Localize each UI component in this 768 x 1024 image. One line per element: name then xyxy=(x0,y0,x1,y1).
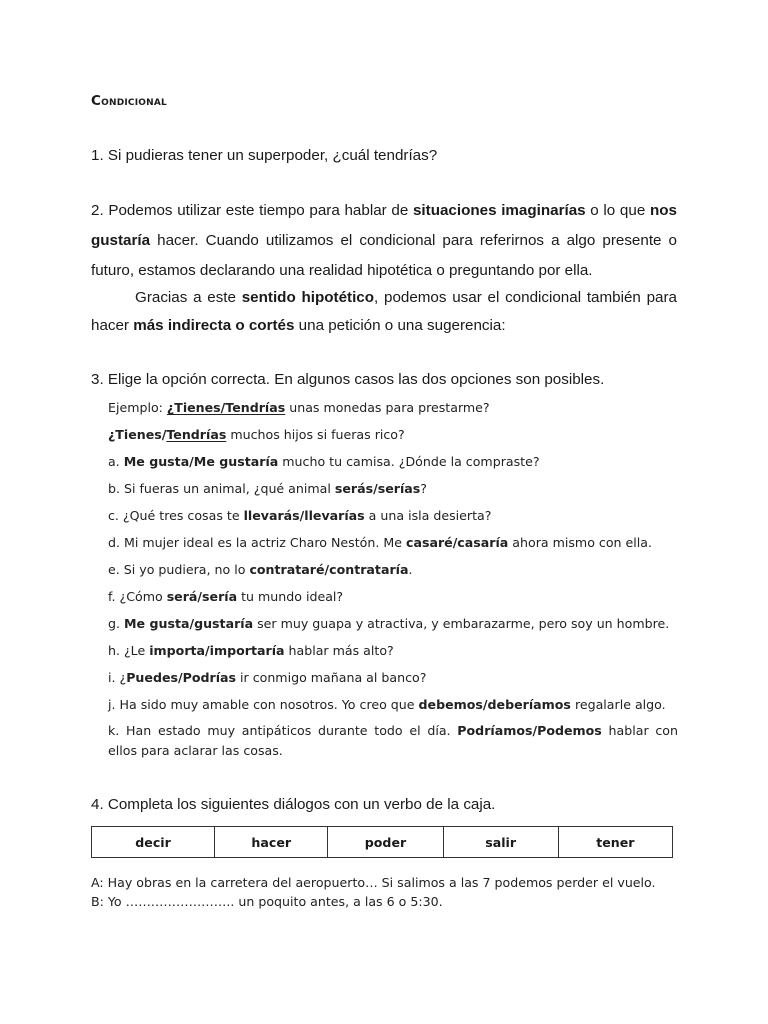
item-text: f. ¿Cómo xyxy=(108,589,167,604)
item-text: regalarle algo. xyxy=(570,697,666,712)
q2-bold-nos-gustaria: nos gustaría xyxy=(91,202,677,249)
item-text: ser muy guapa y atractiva, y embarazarme, pero soy un hombre. xyxy=(253,616,670,631)
item-text: ? xyxy=(420,481,427,496)
q2-text: 2. Podemos utilizar este tiempo para hablar de xyxy=(91,202,413,219)
item-text: . xyxy=(408,562,413,577)
example-label: Ejemplo: xyxy=(108,400,167,415)
verb-cell: poder xyxy=(328,827,443,858)
question-2 xyxy=(91,196,677,286)
q2-bold-cortes: más indirecta o cortés xyxy=(133,317,295,334)
question-2-paragraph-2 xyxy=(91,284,677,340)
exercise-item-j xyxy=(108,691,678,718)
q2-p2-text: una petición o una sugerencia: xyxy=(294,317,506,334)
exercise-item-c xyxy=(108,502,678,529)
item-options: Me gusta/gustaría xyxy=(124,616,254,631)
verb-box xyxy=(91,826,673,858)
q2-bold-situaciones: situaciones imaginarías xyxy=(412,202,586,219)
item-text: k. Han estado muy antipáticos durante todo el día. xyxy=(108,723,458,738)
item-text: g. xyxy=(108,616,125,631)
exercise-item-h xyxy=(108,637,678,664)
question-4-heading: 4. Completa los siguientes diálogos con un verbo de la caja. xyxy=(91,796,496,813)
verb-cell: hacer xyxy=(215,827,328,858)
exercise-example xyxy=(108,394,678,421)
exercise-item-e xyxy=(108,556,678,583)
exercise-item-b xyxy=(108,475,678,502)
question-1: 1. Si pudieras tener un superpoder, ¿cuál tendrías? xyxy=(91,147,438,164)
item-text: mucho tu camisa. ¿Dónde la compraste? xyxy=(278,454,540,469)
item-text: c. ¿Qué tres cosas te xyxy=(108,508,244,523)
example-text: unas monedas para prestarme? xyxy=(285,400,490,415)
verb-cell: salir xyxy=(443,827,558,858)
exercise-item-a xyxy=(108,448,678,475)
exercise-list xyxy=(108,394,678,761)
q2-text: hacer. Cuando utilizamos el condicional para referirnos a algo presente o futuro, estamos declarando una realidad hipotética o preguntando por ella. xyxy=(91,232,677,279)
exercise-item-d xyxy=(108,529,678,556)
item-text: d. Mi mujer ideal es la actriz Charo Nestón. Me xyxy=(108,535,406,550)
item-options: llevarás/llevarías xyxy=(243,508,365,523)
q2-bold-sentido: sentido hipotético xyxy=(241,289,375,306)
verb-cell: decir xyxy=(92,827,215,858)
q2-text: o lo que xyxy=(585,202,650,219)
exercise-example-2 xyxy=(108,421,678,448)
item-options: serás/serías xyxy=(334,481,421,496)
q2-p2-text: , podemos usar el condicional también para hacer xyxy=(91,289,677,334)
item-text: a. xyxy=(108,454,124,469)
item-text: b. Si fueras un animal, ¿qué animal xyxy=(108,481,335,496)
question-3-heading: 3. Elige la opción correcta. En algunos casos las dos opciones son posibles. xyxy=(91,371,605,388)
item-options: debemos/deberíamos xyxy=(418,697,571,712)
example2-option: ¿Tienes/ xyxy=(108,427,167,442)
example2-text: muchos hijos si fueras rico? xyxy=(226,427,405,442)
item-text: ahora mismo con ella. xyxy=(508,535,652,550)
item-text: i. ¿ xyxy=(108,670,127,685)
exercise-item-i xyxy=(108,664,678,691)
item-options: Podríamos/Podemos xyxy=(457,723,602,738)
exercise-item-k xyxy=(108,721,678,761)
item-options: Puedes/Podrías xyxy=(126,670,237,685)
item-text: hablar con ellos para aclarar las cosas. xyxy=(108,723,678,758)
item-options: contrataré/contrataría xyxy=(249,562,409,577)
item-text: h. ¿Le xyxy=(108,643,150,658)
item-text: hablar más alto? xyxy=(284,643,394,658)
item-text: j. Ha sido muy amable con nosotros. Yo creo que xyxy=(108,697,419,712)
example2-answer: Tendrías xyxy=(166,427,227,442)
page-title: Condicional xyxy=(91,93,167,109)
dialogue-line-a: A: Hay obras en la carretera del aeropuerto… Si salimos a las 7 podemos perder el vuelo. xyxy=(91,875,656,890)
item-options: Me gusta/Me gustaría xyxy=(123,454,279,469)
q2-p2-text: Gracias a este xyxy=(135,289,242,306)
dialogue-line-b: B: Yo …………………….. un poquito antes, a las 6 o 5:30. xyxy=(91,894,443,909)
verb-cell: tener xyxy=(558,827,672,858)
item-text: ir conmigo mañana al banco? xyxy=(236,670,427,685)
item-text: tu mundo ideal? xyxy=(237,589,344,604)
item-options: importa/importaría xyxy=(149,643,285,658)
item-text: a una isla desierta? xyxy=(364,508,492,523)
exercise-item-f xyxy=(108,583,678,610)
example-answer: ¿Tienes/Tendrías xyxy=(166,400,286,415)
exercise-item-g xyxy=(108,610,678,637)
item-text: e. Si yo pudiera, no lo xyxy=(108,562,250,577)
item-options: casaré/casaría xyxy=(406,535,509,550)
item-options: será/sería xyxy=(166,589,238,604)
